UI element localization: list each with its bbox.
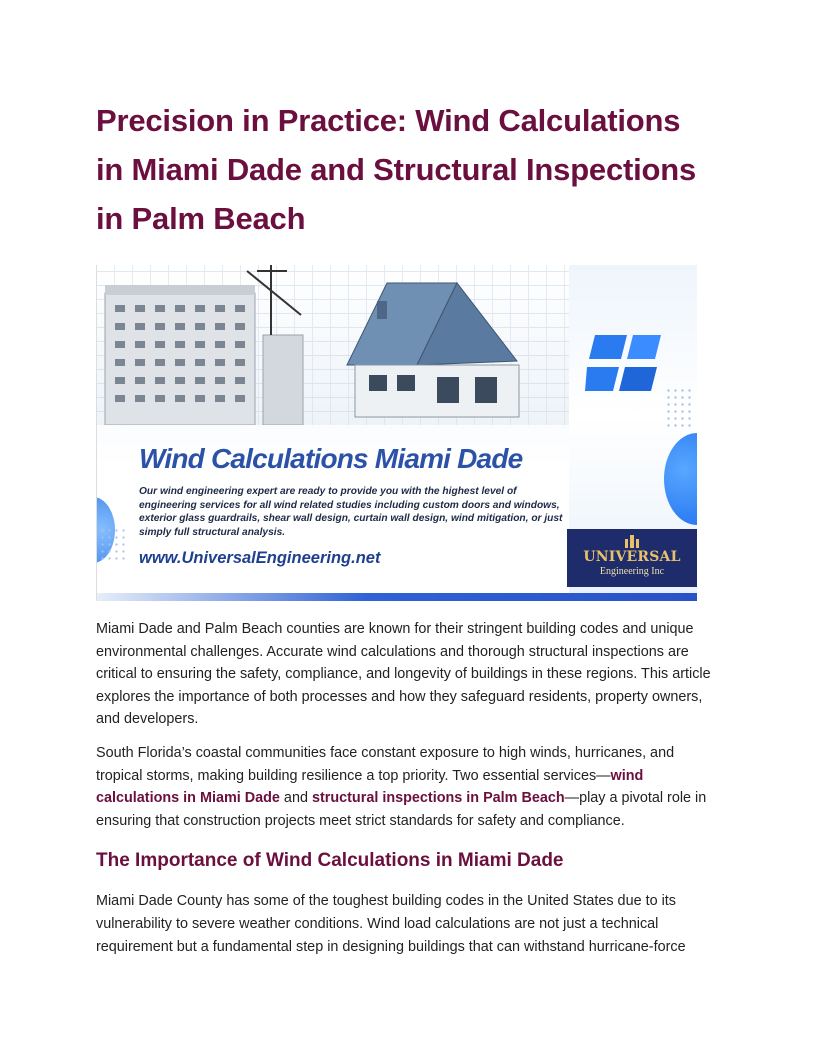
paragraph-text: South Florida’s coastal communities face constant exposure to high winds, hurricanes, and tropical storms, making building resilience a top priority. Two essential services— bbox=[96, 744, 675, 784]
section-paragraph: Miami Dade County has some of the toughest building codes in the United States due to its vulnerability to severe weather conditions. Wind load calculations are not just a technical requirement but a fundamental step in designing buildings that can withstand hurricane-force bbox=[96, 893, 686, 955]
dot-pattern bbox=[665, 387, 693, 431]
paragraph-text: and bbox=[279, 790, 312, 807]
page-title: Precision in Practice: Wind Calculations in Miami Dade and Structural Inspections in Palm Beach bbox=[96, 103, 697, 236]
universal-logo bbox=[567, 529, 697, 587]
document-page bbox=[96, 96, 712, 958]
hero-headline: Wind Calculations Miami Dade bbox=[139, 443, 523, 474]
logo-mark-icon bbox=[624, 534, 640, 548]
tower-building bbox=[105, 285, 303, 425]
section-heading: The Importance of Wind Calculations in Miami Dade bbox=[96, 850, 564, 872]
logo-brand: UNIVERSAL bbox=[583, 549, 681, 565]
house-model bbox=[347, 283, 519, 417]
hero-bottom-band bbox=[97, 593, 697, 601]
construction-photo bbox=[97, 265, 569, 425]
link-wind-calculations[interactable]: wind calculations in Miami Dade bbox=[96, 767, 644, 807]
building-illustration bbox=[97, 265, 569, 425]
hero-banner-image bbox=[96, 265, 697, 601]
logo-subtitle: Engineering Inc bbox=[599, 566, 665, 577]
intro-paragraph: Miami Dade and Palm Beach counties are known for their stringent building codes and unique environmental challenges. Accurate wind calculations and thorough structural inspections are critical to ensuring the safety, compliance, and longevity of buildings in these regions. This article explores the importance of both processes and how they safeguard residents, property owners, and developers. bbox=[96, 621, 711, 728]
dot-pattern-left bbox=[99, 527, 125, 563]
paragraph-text: —play a pivotal role in ensuring that construction projects meet strict standards for safety and compliance. bbox=[96, 790, 707, 829]
link-structural-inspections[interactable]: structural inspections in Palm Beach bbox=[311, 790, 565, 807]
tile-logo-icon bbox=[585, 329, 665, 409]
hero-blurb: Our wind engineering expert are ready to provide you with the highest level of engineering services for all wind related studies including custom doors and windows, exterior glass guardrails, shear wall design, curtain wall design, wind mitigation, or just simply full structural analysis. bbox=[139, 486, 563, 538]
hero-url: www.UniversalEngineering.net bbox=[139, 549, 381, 567]
context-paragraph bbox=[96, 742, 712, 832]
